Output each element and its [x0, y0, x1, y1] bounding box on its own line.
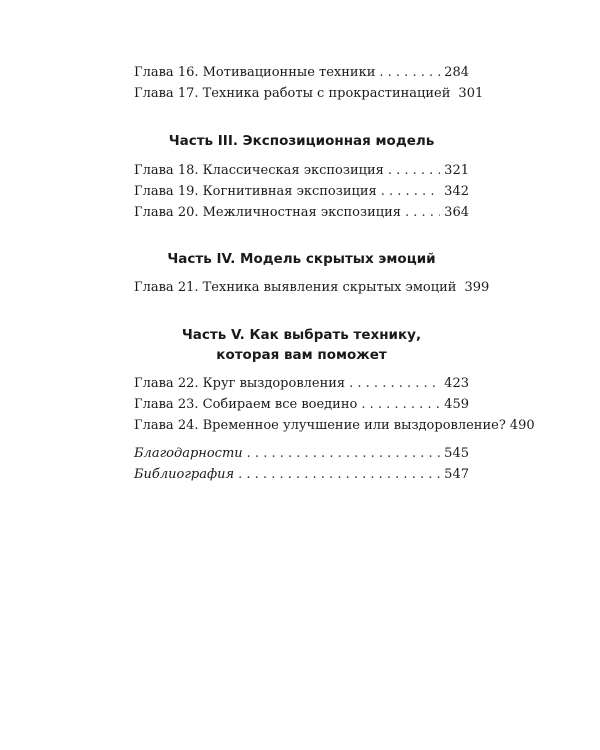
- toc-entry-label: Глава 21. Техника выявления скрытых эмоций: [134, 280, 457, 295]
- toc-entry-page: 490: [509, 418, 535, 433]
- toc-entry-label: Глава 23. Собираем все воедино: [134, 397, 358, 412]
- toc-entry-chapter-23: [134, 394, 469, 415]
- dot-leader: [361, 394, 440, 415]
- toc-entry-page: 364: [444, 205, 469, 220]
- toc-entry-page: 399: [464, 280, 490, 295]
- toc-entry-page: 301: [458, 86, 484, 101]
- part-title-line-2: которая вам поможет: [216, 347, 387, 363]
- toc-entry-page: 547: [444, 467, 469, 482]
- toc-entry-acknowledgments: [134, 443, 469, 464]
- part-heading-3: [134, 131, 469, 151]
- toc-entry-page: 423: [444, 376, 469, 391]
- part-title: Часть IV. Модель скрытых эмоций: [167, 251, 436, 267]
- toc-entry-page: 342: [444, 184, 469, 199]
- toc-entry-chapter-24: [134, 415, 535, 436]
- toc-entry-page: 459: [444, 397, 469, 412]
- toc-entry-label: Глава 24. Временное улучшение или выздоровление?: [134, 418, 506, 433]
- dot-leader: [405, 202, 440, 223]
- section-spacer: [134, 436, 469, 443]
- toc-entry-chapter-19: [134, 181, 469, 202]
- dot-leader: [247, 443, 441, 464]
- toc-entry-page: 284: [444, 65, 469, 80]
- dot-leader: [381, 181, 440, 202]
- part-heading-5: [134, 325, 469, 365]
- toc-entry-label: Глава 20. Межличностная экспозиция: [134, 205, 401, 220]
- toc-entry-chapter-18: [134, 160, 469, 181]
- dot-leader: [388, 160, 440, 181]
- dot-leader: [349, 373, 440, 394]
- toc-entry-page: 545: [444, 446, 469, 461]
- dot-leader: [379, 62, 440, 83]
- part-title-line-1: Часть V. Как выбрать технику,: [181, 327, 422, 343]
- toc-entry-page: 321: [444, 163, 469, 178]
- toc-entry-chapter-21: [134, 277, 490, 298]
- toc-entry-chapter-20: [134, 202, 469, 223]
- table-of-contents: [134, 62, 535, 485]
- toc-entry-chapter-22: [134, 373, 469, 394]
- toc-entry-label: Благодарности: [134, 446, 243, 461]
- toc-entry-bibliography: [134, 464, 469, 485]
- part-title: Часть III. Экспозиционная модель: [168, 133, 435, 149]
- toc-entry-chapter-16: [134, 62, 469, 83]
- toc-entry-label: Глава 19. Когнитивная экспозиция: [134, 184, 377, 199]
- dot-leader: [238, 464, 440, 485]
- toc-entry-label: Глава 18. Классическая экспозиция: [134, 163, 384, 178]
- toc-entry-label: Глава 22. Круг выздоровления: [134, 376, 346, 391]
- toc-entry-label: Библиография: [134, 467, 235, 482]
- toc-entry-chapter-17: [134, 83, 484, 104]
- toc-entry-label: Глава 16. Мотивационные техники: [134, 65, 376, 80]
- part-heading-4: [134, 249, 469, 269]
- toc-entry-label: Глава 17. Техника работы с прокрастинацией: [134, 86, 451, 101]
